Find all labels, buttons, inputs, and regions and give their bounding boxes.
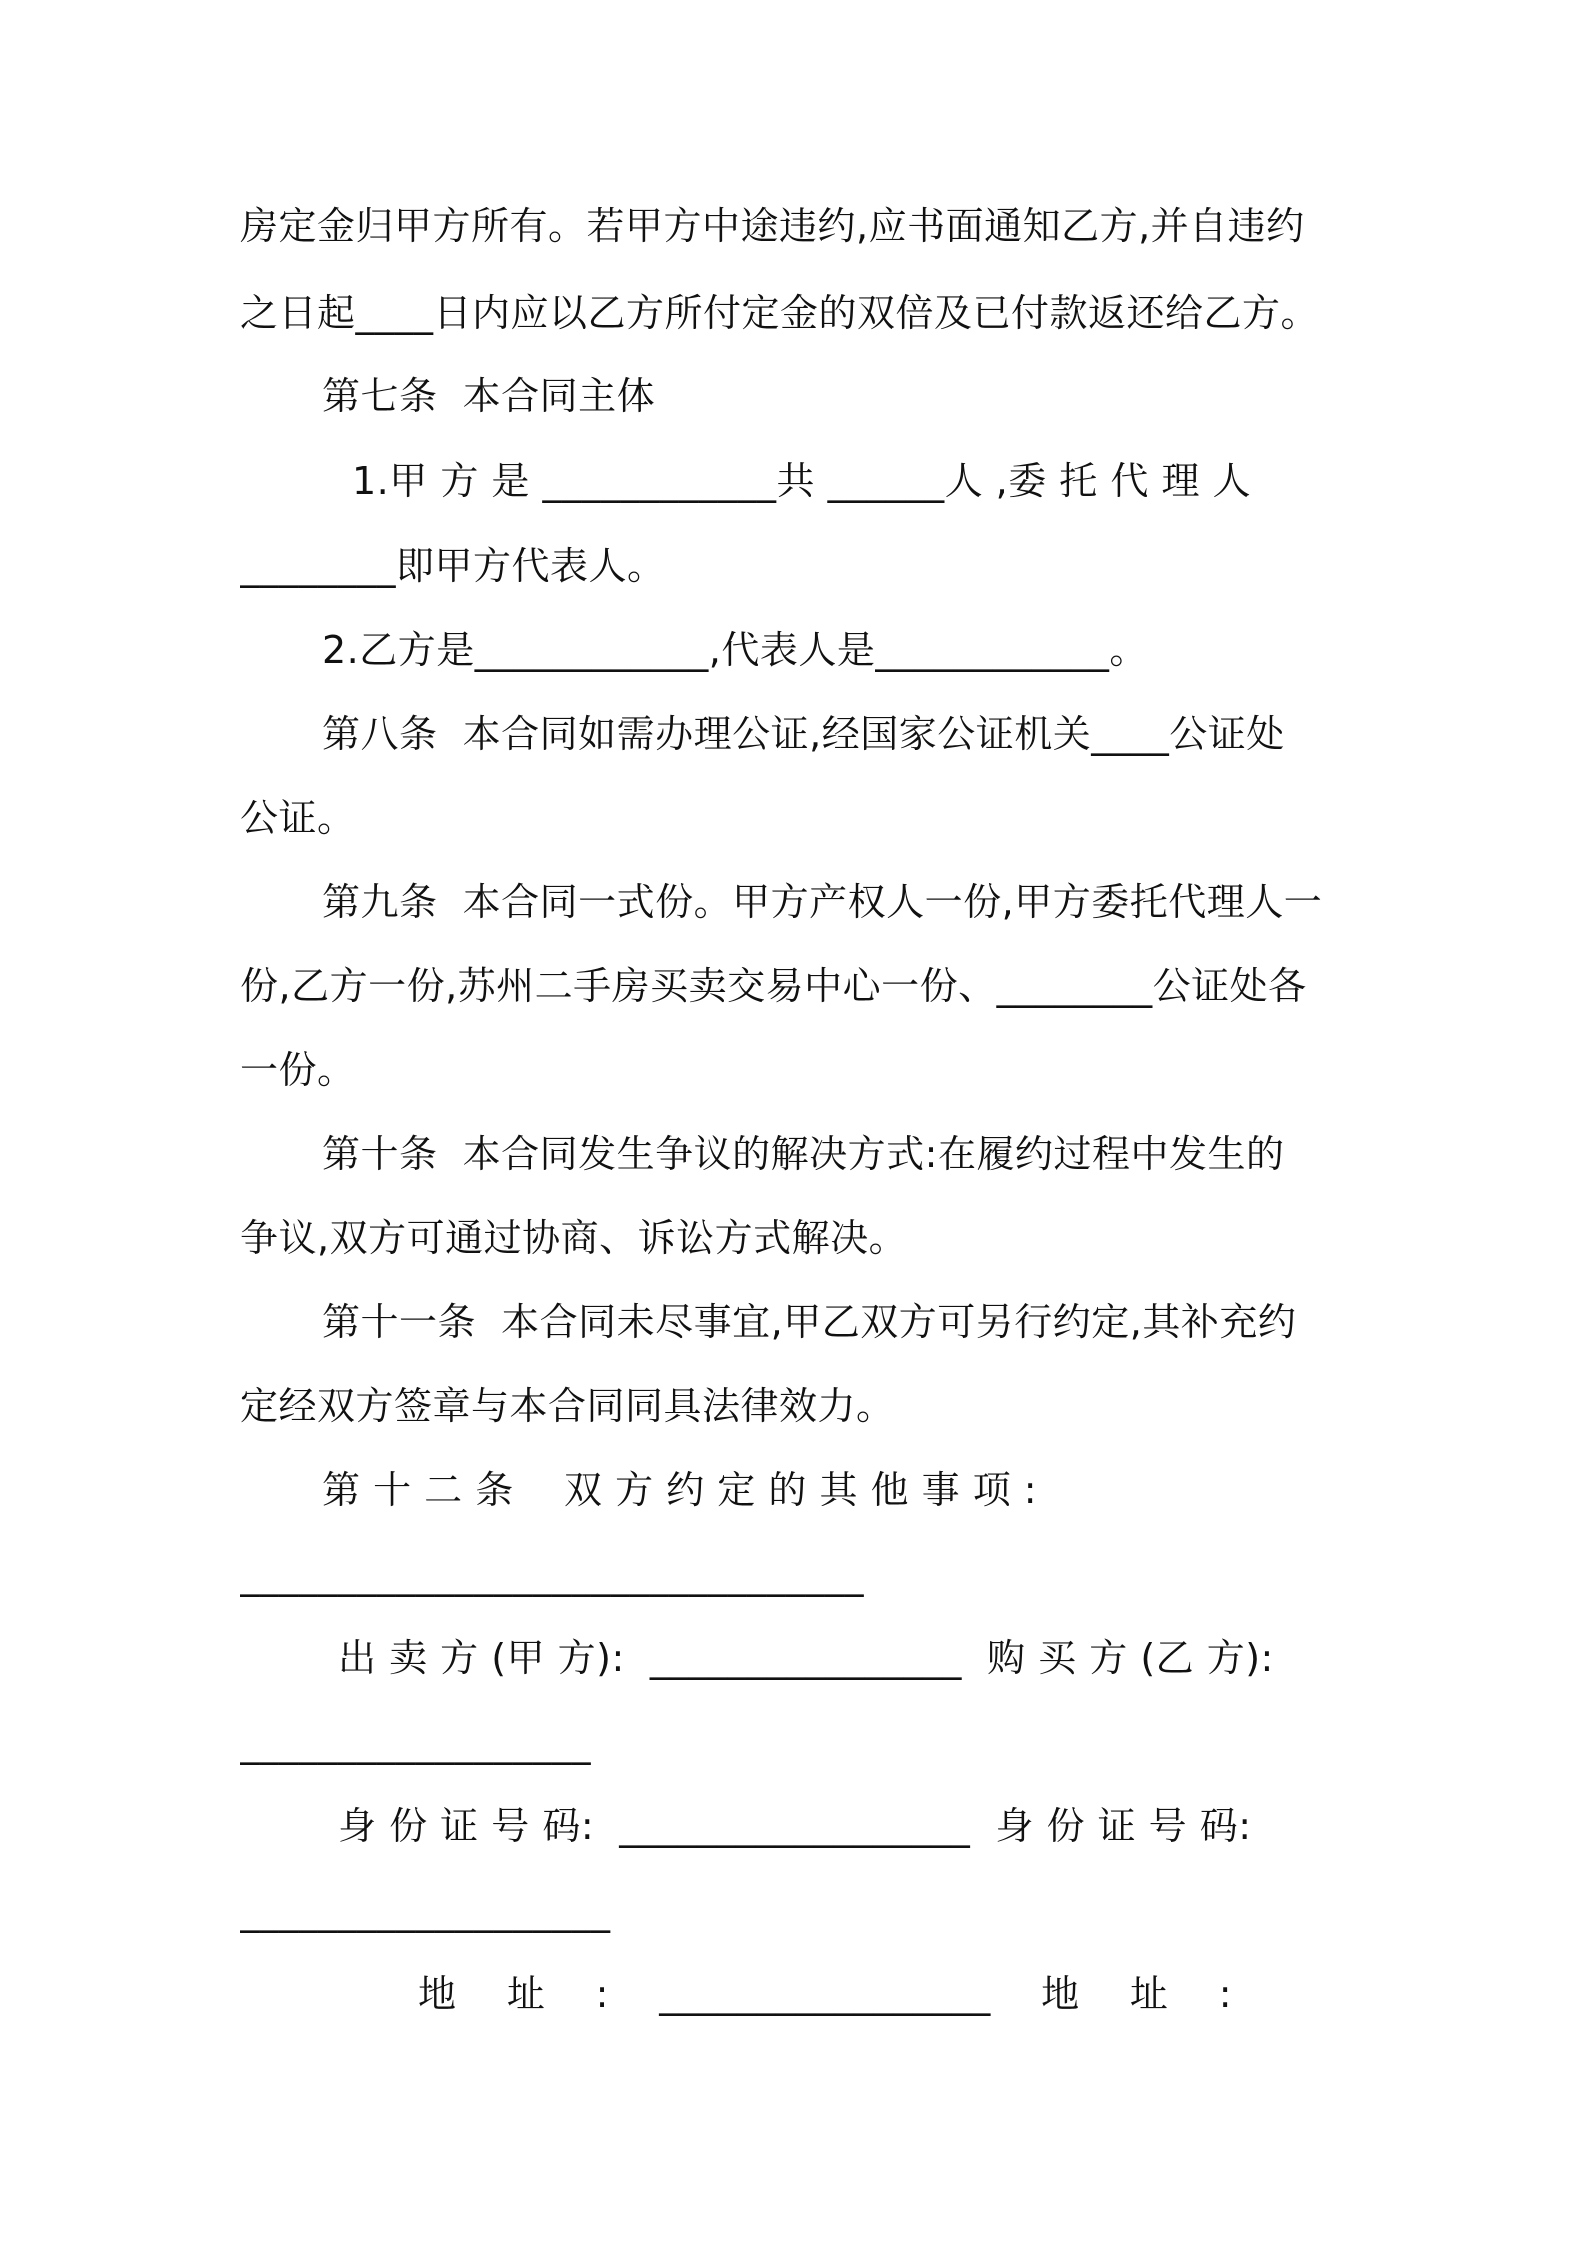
article-7-item-2: 2.乙方是____________,代表人是____________。: [322, 628, 1148, 672]
blank-line: ________________________________: [240, 1553, 864, 1597]
blank-line: __________________: [240, 1721, 591, 1765]
blank-line: ___________________: [240, 1889, 611, 1933]
address-line: 地 址 : _________________ 地 址 :: [418, 1972, 1233, 2016]
paragraph-line: ________即甲方代表人。: [240, 544, 666, 588]
article-10-heading: 第十条 本合同发生争议的解决方式:在履约过程中发生的: [322, 1132, 1285, 1176]
article-7-heading: 第七条 本合同主体: [322, 374, 656, 418]
seller-buyer-line: 出 卖 方 (甲 方): ________________ 购 买 方 (乙 方):: [338, 1636, 1274, 1680]
article-7-item-1: 1.甲 方 是 ____________共 ______人 ,委 托 代 理 人: [352, 459, 1252, 503]
paragraph-line: 一份。: [240, 1048, 356, 1092]
paragraph-line: 争议,双方可通过协商、诉讼方式解决。: [240, 1216, 908, 1260]
paragraph-line: 公证。: [240, 796, 356, 840]
paragraph-line: 之日起____日内应以乙方所付定金的双倍及已付款返还给乙方。: [240, 291, 1320, 335]
id-number-line: 身 份 证 号 码: __________________ 身 份 证 号 码:: [338, 1804, 1252, 1848]
article-11-heading: 第十一条 本合同未尽事宜,甲乙双方可另行约定,其补充约: [322, 1300, 1297, 1344]
article-9-heading: 第九条 本合同一式份。甲方产权人一份,甲方委托代理人一: [322, 880, 1323, 924]
paragraph-line: 定经双方签章与本合同同具法律效力。: [240, 1384, 895, 1428]
paragraph-line: 份,乙方一份,苏州二手房买卖交易中心一份、________公证处各: [240, 964, 1307, 1008]
paragraph-line: 房定金归甲方所有。若甲方中途违约,应书面通知乙方,并自违约: [240, 204, 1305, 248]
article-8-heading: 第八条 本合同如需办理公证,经国家公证机关____公证处: [322, 712, 1285, 756]
article-12-heading: 第 十 二 条 双 方 约 定 的 其 他 事 项 :: [322, 1468, 1038, 1512]
